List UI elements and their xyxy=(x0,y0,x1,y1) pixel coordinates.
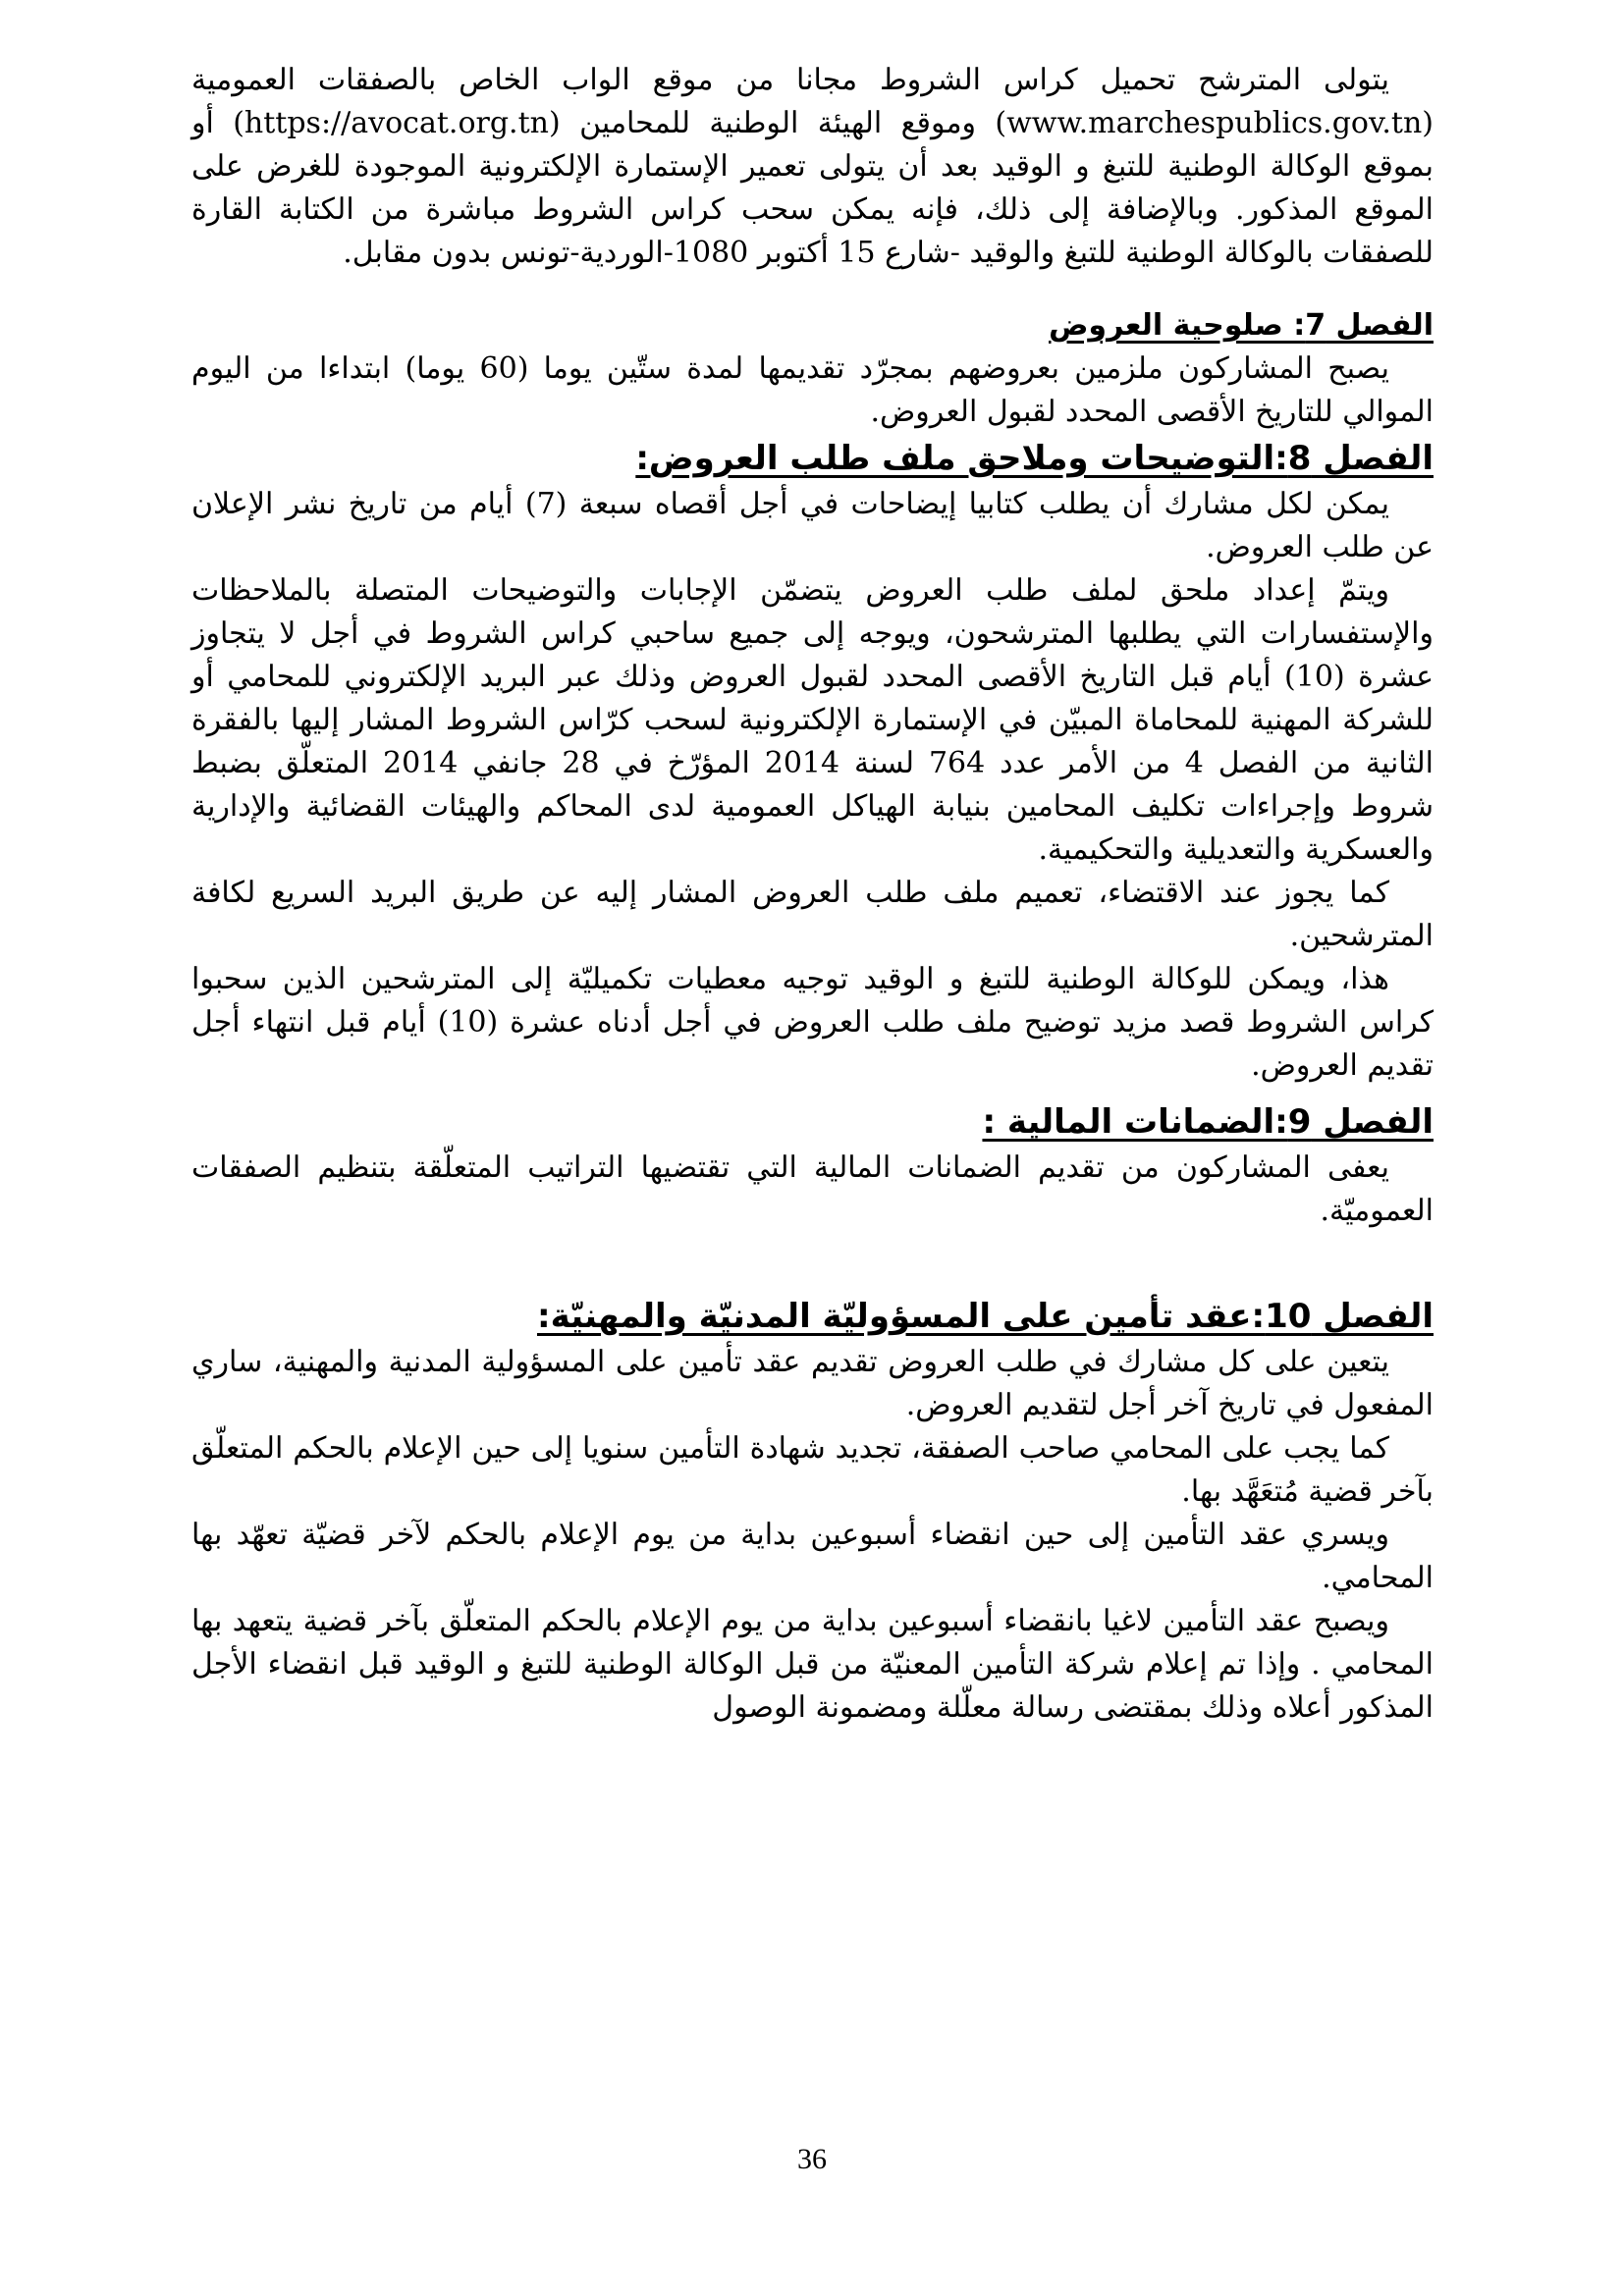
section-10 xyxy=(191,1292,1434,1730)
section-8-heading: الفصل 8:التوضيحات وملاحق ملف طلب العروض: xyxy=(635,439,1434,478)
section-7-paragraph-1: يصبح المشاركون ملزمين بعروضهم بمجرّد تقديمها لمدة ستّين يوما (60 يوما) ابتداءا من اليوم الموالي للتاريخ الأقصى المحدد لقبول العروض. xyxy=(191,351,1434,429)
document-page xyxy=(191,59,1434,1730)
section-10-heading: الفصل 10:عقد تأمين على المسؤوليّة المدنيّة والمهنيّة: xyxy=(537,1297,1434,1336)
intro-paragraph: يتولى المترشح تحميل كراس الشروط مجانا من موقع الواب الخاص بالصفقات العمومية (www.marchespublics.gov.tn) وموقع الهيئة الوطنية للمحامين (https://avocat.org.tn) أو بموقع الوكالة الوطنية للتبغ و الوقيد بعد أن يتولى تعمير الإستمارة الإلكترونية الموجودة للغرض على الموقع المذكور. وبالإضافة إلى ذلك، فإنه يمكن سحب كراس الشروط مباشرة من الكتابة القارة للصفقات بالوكالة الوطنية للتبغ والوقيد -شارع 15 أكتوبر 1080-الوردية-تونس بدون مقابل. xyxy=(191,63,1435,270)
section-7-heading: الفصل 7: صلوحية العروض xyxy=(1049,308,1434,343)
section-10-paragraph-4: ويصبح عقد التأمين لاغيا بانقضاء أسبوعين بداية من يوم الإعلام بالحكم المتعلّق بآخر قضية يتعهد بها المحامي . وإذا تم إعلام شركة التأمين المعنيّة من قبل الوكالة الوطنية للتبغ و الوقيد قبل انقضاء الأجل المذكور أعلاه وذلك بمقتضى رسالة معلّلة ومضمونة الوصول xyxy=(191,1604,1434,1725)
section-10-paragraph-2: كما يجب على المحامي صاحب الصفقة، تجديد شهادة التأمين سنويا إلى حين الإعلام بالحكم المتعلّق بآخر قضية مُتعَهَّد بها. xyxy=(191,1431,1434,1509)
page-number: 36 xyxy=(797,2143,827,2175)
section-9-paragraph-1: يعفى المشاركون من تقديم الضمانات المالية التي تقتضيها التراتيب المتعلّقة بتنظيم الصفقات العموميّة. xyxy=(191,1150,1434,1228)
section-9 xyxy=(191,1097,1434,1233)
section-8 xyxy=(191,434,1434,1088)
section-8-paragraph-2: ويتمّ إعداد ملحق لملف طلب العروض يتضمّن الإجابات والتوضيحات المتصلة بالملاحظات والإستفسارات التي يطلبها المترشحون، ويوجه إلى جميع ساحبي كراس الشروط في أجل لا يتجاوز عشرة (10) أيام قبل التاريخ الأقصى المحدد لقبول العروض وذلك عبر البريد الإلكتروني للمحامي أو للشركة المهنية للمحاماة المبيّن في الإستمارة الإلكترونية لسحب كرّاس الشروط المشار إليها بالفقرة الثانية من الفصل 4 من الأمر عدد 764 لسنة 2014 المؤرّخ في 28 جانفي 2014 المتعلّق بضبط شروط وإجراءات تكليف المحامين بنيابة الهياكل العمومية لدى المحاكم والهيئات القضائية والإدارية والعسكرية والتعديلية والتحكيمية. xyxy=(191,573,1435,867)
section-7 xyxy=(191,304,1434,434)
section-8-paragraph-3: كما يجوز عند الاقتضاء، تعميم ملف طلب العروض المشار إليه عن طريق البريد السريع لكافة المترشحين. xyxy=(191,876,1434,953)
section-8-paragraph-4: هذا، ويمكن للوكالة الوطنية للتبغ و الوقيد توجيه معطيات تكميليّة إلى المترشحين الذين سحبوا كراس الشروط قصد مزيد توضيح ملف طلب العروض في أجل أدناه عشرة (10) أيام قبل انتهاء أجل تقديم العروض. xyxy=(191,962,1434,1083)
section-9-heading: الفصل 9:الضمانات المالية : xyxy=(982,1102,1434,1142)
section-8-paragraph-1: يمكن لكل مشارك أن يطلب كتابيا إيضاحات في أجل أقصاه سبعة (7) أيام من تاريخ نشر الإعلان عن طلب العروض. xyxy=(191,487,1434,564)
section-10-paragraph-1: يتعين على كل مشارك في طلب العروض تقديم عقد تأمين على المسؤولية المدنية والمهنية، ساري المفعول في تاريخ آخر أجل لتقديم العروض. xyxy=(191,1345,1434,1422)
section-10-paragraph-3: ويسري عقد التأمين إلى حين انقضاء أسبوعين بداية من يوم الإعلام بالحكم لآخر قضيّة تعهّد بها المحامي. xyxy=(191,1518,1434,1595)
